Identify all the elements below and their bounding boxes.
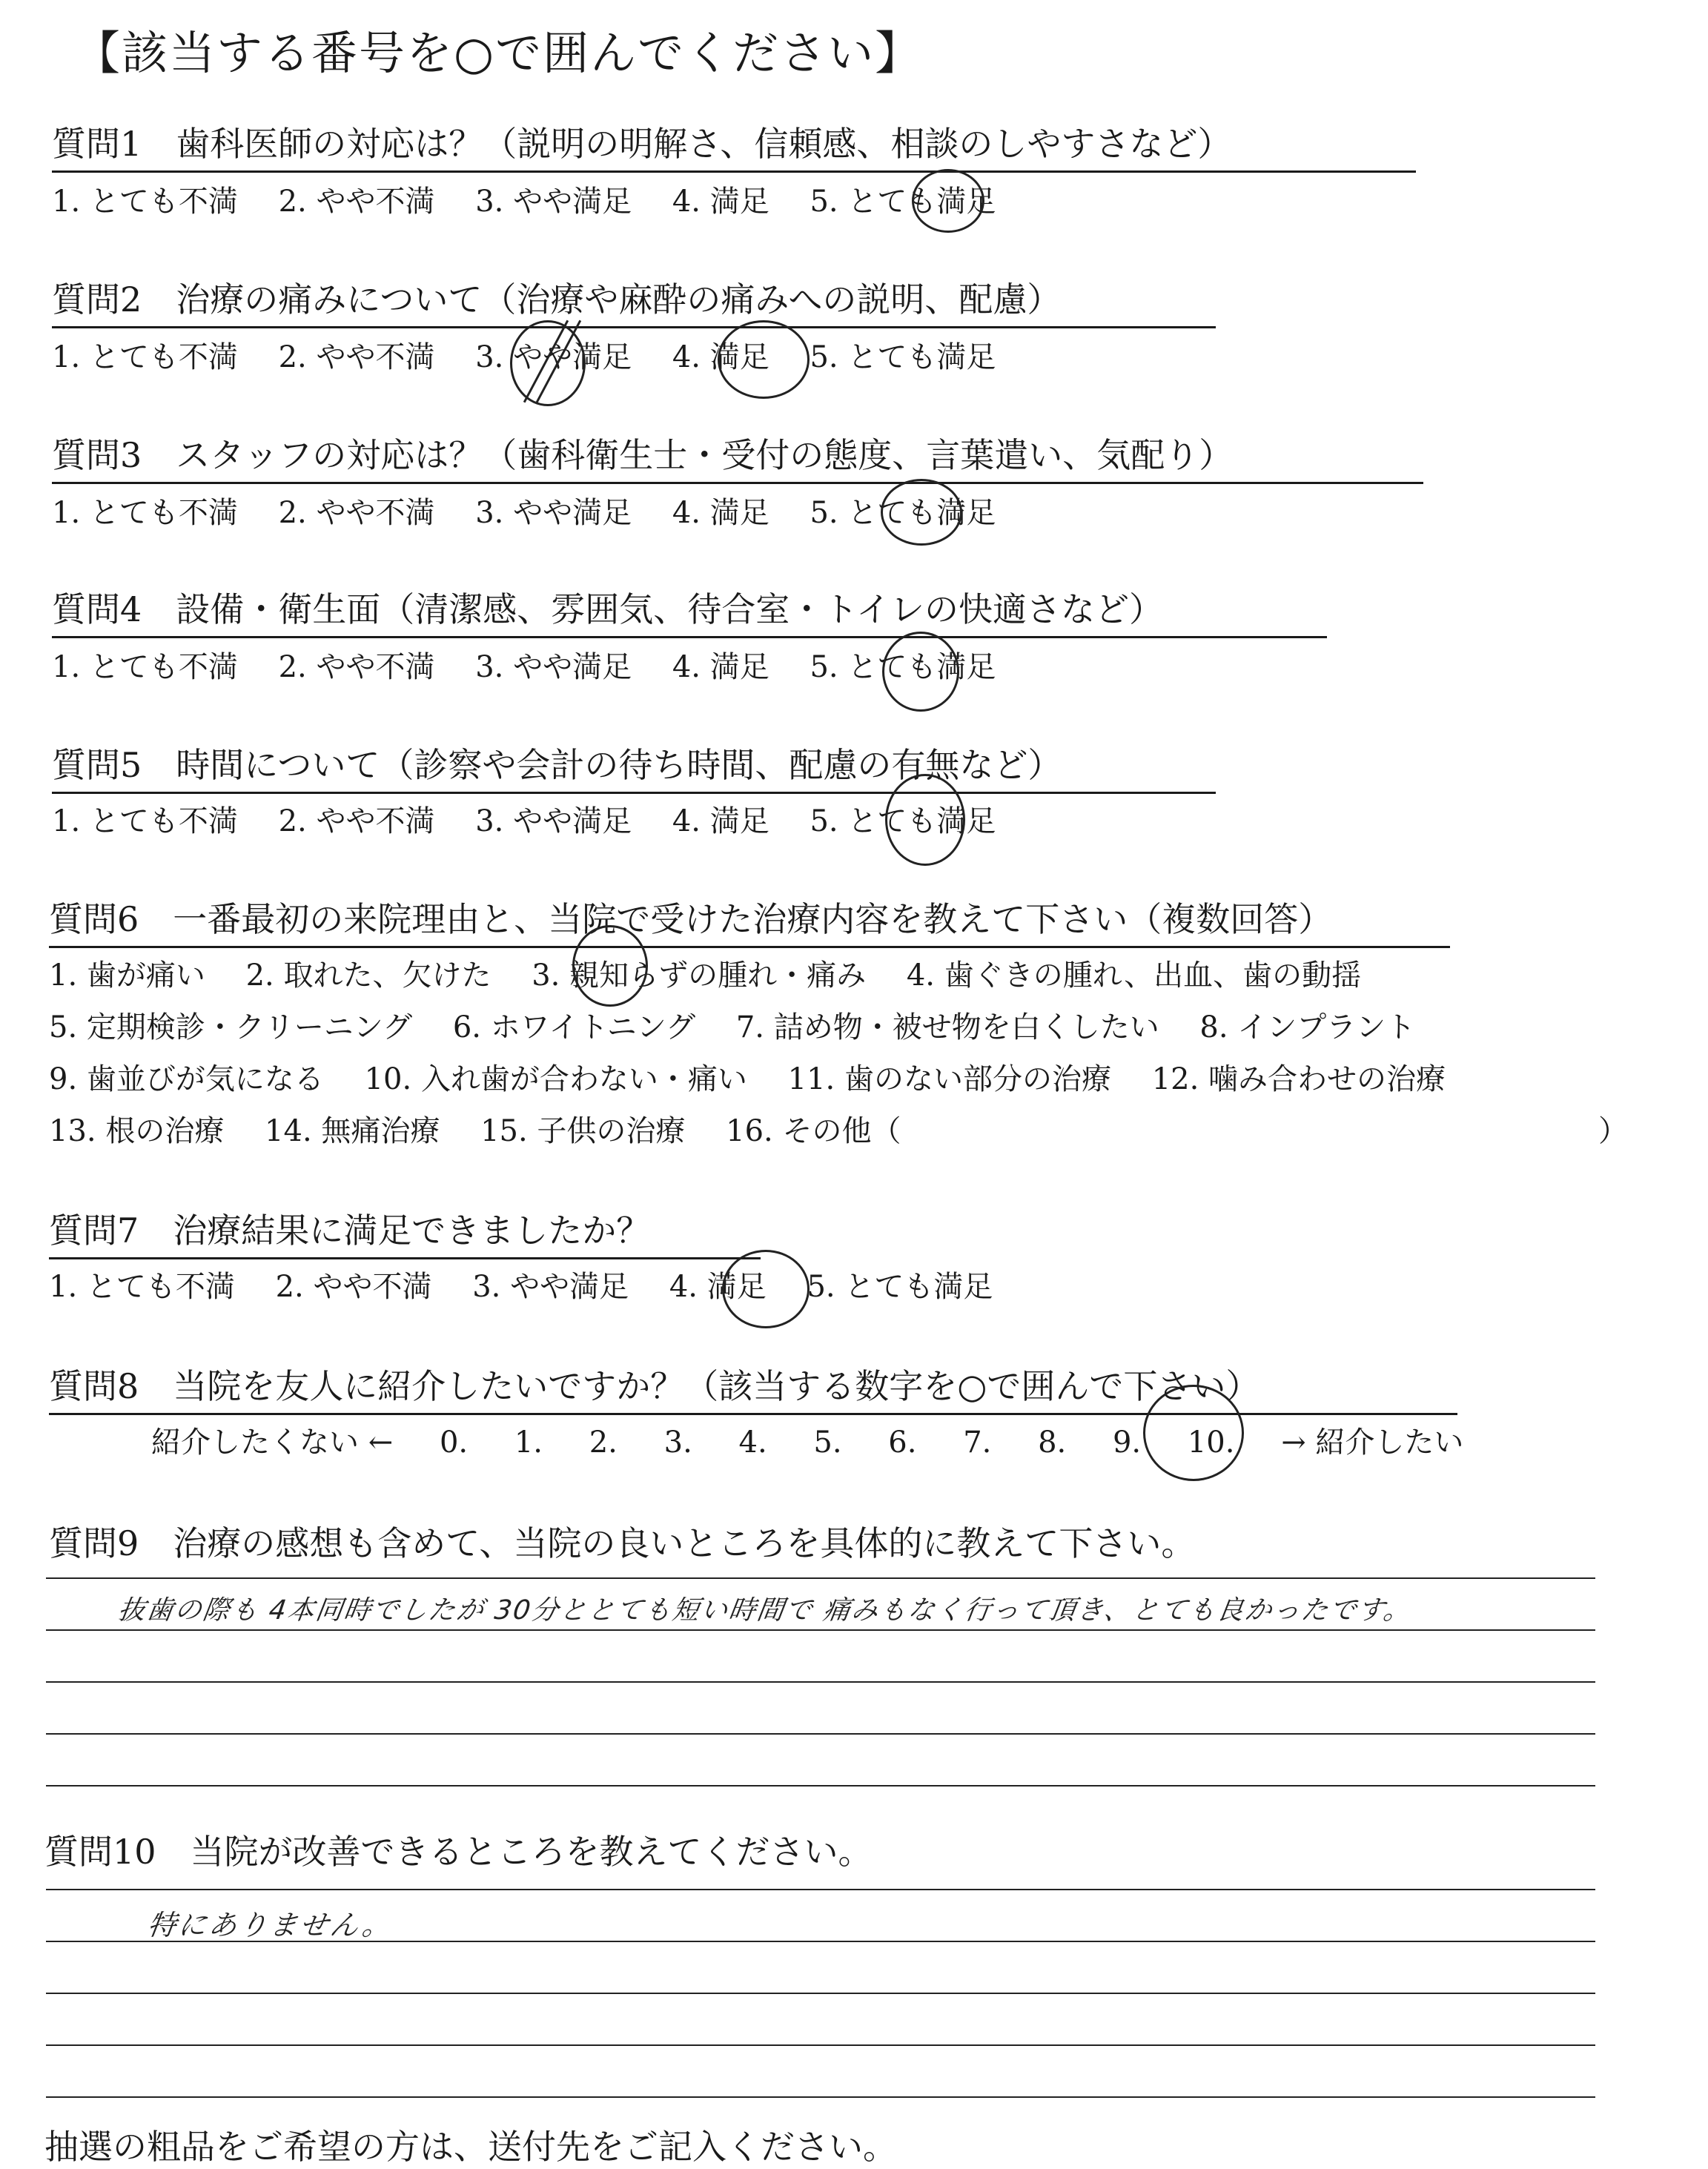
- scale-3[interactable]: 3.: [663, 1425, 692, 1460]
- option-1[interactable]: 1. とても不満: [52, 340, 238, 374]
- option-5[interactable]: 5. とても満足: [810, 340, 996, 374]
- scale-9[interactable]: 9.: [1112, 1425, 1142, 1460]
- option-4[interactable]: 4. 満足: [672, 185, 769, 219]
- option-11[interactable]: 11. 歯のない部分の治療: [787, 1062, 1111, 1096]
- answer-line: [46, 1733, 1595, 1735]
- selection-circle: [885, 774, 965, 866]
- option-15[interactable]: 15. 子供の治療: [480, 1114, 686, 1148]
- option-2[interactable]: 2. やや不満: [278, 340, 435, 374]
- question-5-options: [52, 798, 1027, 840]
- scale-10[interactable]: 10.: [1187, 1425, 1235, 1460]
- scale-6[interactable]: 6.: [888, 1425, 917, 1460]
- option-5[interactable]: 5. 定期検診・クリーニング: [49, 1010, 413, 1044]
- question-3-title: 質問3 スタッフの対応は？（歯科衛生士・受付の態度、言葉遣い、気配り）: [52, 428, 1423, 484]
- question-7-title: 質問7 治療結果に満足できましたか？: [49, 1204, 761, 1259]
- option-3[interactable]: 3. やや満足: [475, 650, 632, 684]
- question-1-options: [52, 178, 1027, 220]
- option-3[interactable]: 3. やや満足: [475, 340, 632, 374]
- option-1[interactable]: 1. とても不満: [52, 650, 238, 684]
- selection-circle: [722, 1250, 810, 1328]
- selection-circle: [912, 169, 984, 233]
- scale-4[interactable]: 4.: [738, 1425, 767, 1460]
- option-1[interactable]: 1. とても不満: [49, 1270, 235, 1304]
- answer-line: [46, 2096, 1595, 2098]
- option-2[interactable]: 2. やや不満: [278, 804, 435, 838]
- recommend-scale: [151, 1419, 1500, 1461]
- question-6-row-3: [49, 1056, 1477, 1098]
- handwritten-answer-10: 特にありません。: [145, 1909, 395, 1941]
- selection-circle: [718, 320, 810, 399]
- form-header: 【該当する番号を○で囲んでください】: [74, 26, 923, 80]
- option-12[interactable]: 12. 噛み合わせの治療: [1151, 1062, 1446, 1096]
- option-2[interactable]: 2. やや不満: [275, 1270, 432, 1304]
- scale-left-label: 紹介したくない ←: [151, 1425, 394, 1460]
- option-4[interactable]: 4. 歯ぐきの腫れ、出血、歯の動揺: [906, 958, 1362, 993]
- answer-line: [46, 1681, 1595, 1683]
- option-4[interactable]: 4. 満足: [672, 650, 769, 684]
- other-paren-close: ）: [1598, 1114, 1628, 1148]
- question-8-title: 質問8 当院を友人に紹介したいですか？（該当する数字を○で囲んで下さい）: [49, 1360, 1457, 1415]
- answer-line: [46, 1629, 1595, 1631]
- option-13[interactable]: 13. 根の治療: [49, 1114, 225, 1148]
- option-4[interactable]: 4. 満足: [669, 1270, 767, 1304]
- option-3[interactable]: 3. やや満足: [472, 1270, 629, 1304]
- option-5[interactable]: 5. とても満足: [810, 496, 996, 530]
- answer-line: [46, 1785, 1595, 1786]
- option-5[interactable]: 5. とても満足: [810, 185, 996, 219]
- option-4[interactable]: 4. 満足: [672, 340, 769, 374]
- option-1[interactable]: 1. とても不満: [52, 185, 238, 219]
- question-1-title: 質問1 歯科医師の対応は？（説明の明解さ、信頼感、相談のしやすさなど）: [52, 117, 1416, 173]
- option-5[interactable]: 5. とても満足: [810, 804, 996, 838]
- footer-note: 抽選の粗品をご希望の方は、送付先をご記入ください。: [44, 2127, 897, 2167]
- option-1[interactable]: 1. とても不満: [52, 496, 238, 530]
- question-4-title: 質問4 設備・衛生面（清潔感、雰囲気、待合室・トイレの快適さなど）: [52, 583, 1327, 638]
- scale-7[interactable]: 7.: [963, 1425, 992, 1460]
- answer-line: [46, 2044, 1595, 2046]
- scale-5[interactable]: 5.: [813, 1425, 842, 1460]
- selection-circle: [881, 479, 962, 546]
- scale-1[interactable]: 1.: [514, 1425, 543, 1460]
- question-9-title: 質問9 治療の感想も含めて、当院の良いところを具体的に教えて下さい。: [49, 1523, 1196, 1563]
- selection-circle: [572, 925, 648, 1007]
- question-7-options: [49, 1263, 1024, 1305]
- question-4-options: [52, 643, 1027, 686]
- scale-8[interactable]: 8.: [1038, 1425, 1067, 1460]
- option-3[interactable]: 3. やや満足: [475, 185, 632, 219]
- handwritten-answer-9: 抜歯の際も 4本同時でしたが 30分ととても短い時間で 痛みもなく行って頂き、とても良かったです。: [116, 1595, 1414, 1626]
- option-6[interactable]: 6. ホワイトニング: [452, 1010, 696, 1044]
- option-2[interactable]: 2. 取れた、欠けた: [245, 958, 491, 993]
- option-8[interactable]: 8. インプラント: [1199, 1010, 1416, 1044]
- question-6-row-1: [49, 952, 1392, 994]
- option-10[interactable]: 10. 入れ歯が合わない・痛い: [364, 1062, 747, 1096]
- option-1[interactable]: 1. とても不満: [52, 804, 238, 838]
- option-3[interactable]: 3. やや満足: [475, 804, 632, 838]
- scale-right-label: → 紹介したい: [1281, 1425, 1464, 1460]
- option-5[interactable]: 5. とても満足: [807, 1270, 993, 1304]
- option-5[interactable]: 5. とても満足: [810, 650, 996, 684]
- question-6-row-2: [49, 1004, 1446, 1046]
- scale-0[interactable]: 0.: [439, 1425, 469, 1460]
- option-3[interactable]: 3. やや満足: [475, 496, 632, 530]
- answer-line: [46, 1993, 1595, 1994]
- option-4[interactable]: 4. 満足: [672, 804, 769, 838]
- answer-line: [46, 1577, 1595, 1579]
- option-16[interactable]: 16. その他（: [726, 1114, 901, 1148]
- question-6-title: 質問6 一番最初の来院理由と、当院で受けた治療内容を教えて下さい（複数回答）: [49, 893, 1450, 948]
- scale-2[interactable]: 2.: [589, 1425, 618, 1460]
- question-10-title: 質問10 当院が改善できるところを教えてください。: [44, 1832, 873, 1872]
- option-9[interactable]: 9. 歯並びが気になる: [49, 1062, 324, 1096]
- option-2[interactable]: 2. やや不満: [278, 185, 435, 219]
- question-6-row-4: [49, 1107, 932, 1150]
- option-1[interactable]: 1. 歯が痛い: [49, 958, 205, 993]
- question-2-title: 質問2 治療の痛みについて（治療や麻酔の痛みへの説明、配慮）: [52, 273, 1216, 328]
- question-5-title: 質問5 時間について（診察や会計の待ち時間、配慮の有無など）: [52, 738, 1216, 794]
- option-14[interactable]: 14. 無痛治療: [265, 1114, 440, 1148]
- option-2[interactable]: 2. やや不満: [278, 650, 435, 684]
- option-2[interactable]: 2. やや不満: [278, 496, 435, 530]
- answer-line: [46, 1889, 1595, 1890]
- option-7[interactable]: 7. 詰め物・被せ物を白くしたい: [735, 1010, 1159, 1044]
- option-3[interactable]: 3. 親知らずの腫れ・痛み: [532, 958, 867, 993]
- selection-circle: [882, 632, 959, 712]
- selection-circle: [1143, 1385, 1244, 1481]
- option-4[interactable]: 4. 満足: [672, 496, 769, 530]
